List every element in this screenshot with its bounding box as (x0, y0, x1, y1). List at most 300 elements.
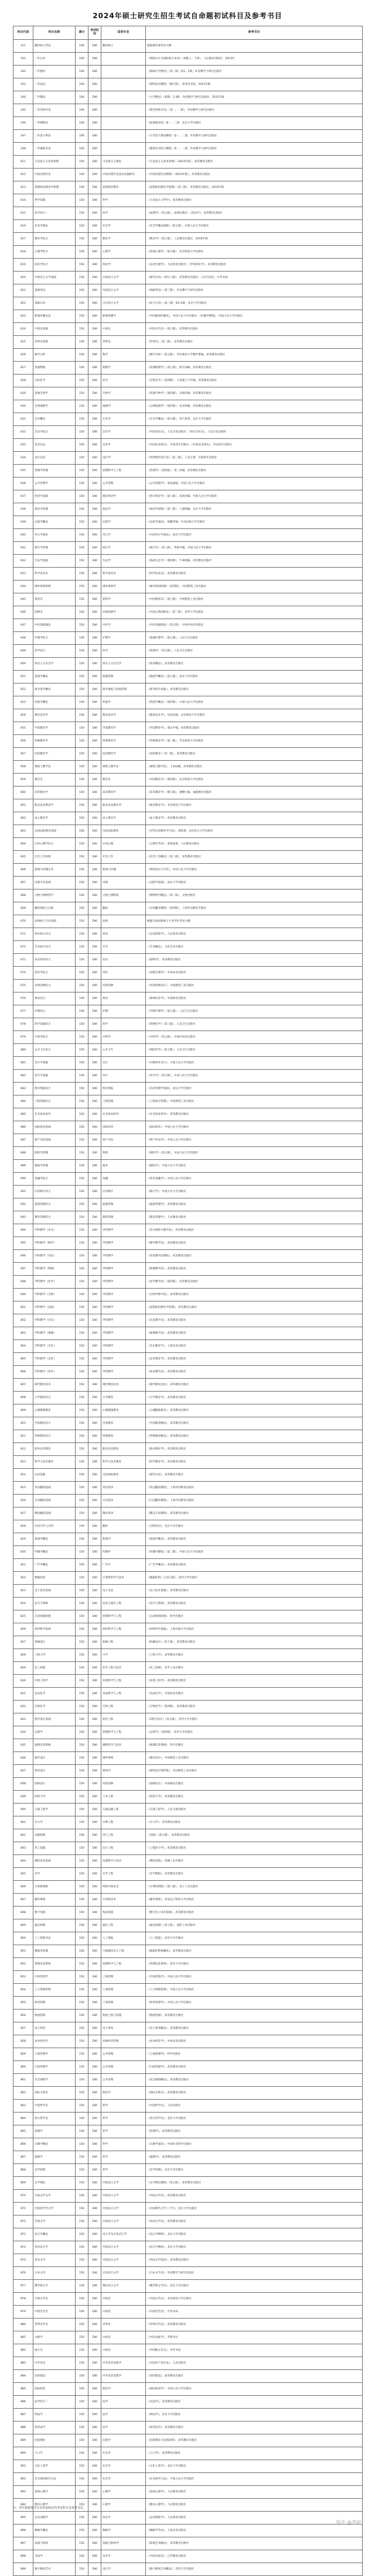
major-cell: 法学 (101, 2409, 146, 2422)
table-row (13, 1636, 363, 1649)
subject-name-cell: 法律硕士专业基础 (33, 915, 76, 928)
reference-books-cell: 《中国考古学通论》，南京大学出版社 (146, 529, 363, 542)
exam-time-cell: 180 (88, 1456, 101, 1469)
exam-time-cell: 180 (88, 851, 101, 864)
full-score-cell: 150 (76, 1585, 88, 1598)
reference-books-cell: 《特殊教育概论》，高等教育出版社 (146, 1430, 363, 1443)
full-score-cell: 150 (76, 555, 88, 568)
subject-name-cell: 社会学理论 (33, 220, 76, 233)
subject-code-cell: 831 (13, 1688, 33, 1701)
full-score-cell: 150 (76, 1997, 88, 2010)
exam-time-cell: 180 (88, 684, 101, 696)
major-cell: 美术学 (101, 439, 146, 452)
subject-name-cell: 经济学基础 (33, 490, 76, 503)
full-score-cell: 150 (76, 915, 88, 928)
subject-name-cell: 舞蹈学概论 (33, 2525, 76, 2537)
full-score-cell: 150 (76, 2383, 88, 2396)
exam-time-cell: 180 (88, 2512, 101, 2525)
table-row (13, 825, 363, 838)
major-cell: 生物学 (101, 387, 146, 400)
subject-code-cell: 817 (13, 1507, 33, 1520)
exam-time-cell: 180 (88, 1507, 101, 1520)
major-cell: 学科教学 (101, 1237, 146, 1250)
exam-time-cell: 180 (88, 2344, 101, 2357)
full-score-cell: 150 (76, 1546, 88, 1559)
table-row (13, 1173, 363, 1186)
subject-code-cell: 875 (13, 2254, 33, 2267)
exam-time-cell: 180 (88, 336, 101, 349)
major-cell (101, 66, 146, 78)
reference-books-cell: 《数字媒体艺术概论》，清华大学出版社 (146, 2563, 363, 2576)
table-row (13, 889, 363, 902)
exam-time-cell: 180 (88, 1198, 101, 1211)
major-cell: 体育学 (101, 2512, 146, 2525)
full-score-cell: 150 (76, 233, 88, 246)
subject-code-cell: 813 (13, 1456, 33, 1469)
table-row (13, 503, 363, 516)
exam-time-cell: 180 (88, 2061, 101, 2074)
subject-code-cell: 872 (13, 2216, 33, 2228)
table-row (13, 1881, 363, 1894)
subject-name-cell: 学科教学（地理） (33, 1327, 76, 1340)
subject-code-cell: 852 (13, 1958, 33, 1971)
table-row (13, 104, 363, 117)
subject-name-cell: 人力资源管理 (33, 1984, 76, 1997)
table-row (13, 864, 363, 877)
exam-time-cell: 180 (88, 1186, 101, 1198)
full-score-cell: 150 (76, 503, 88, 516)
reference-books-cell: 《高级英语》（第三版），外语教学与研究出版社 (146, 284, 363, 297)
table-row (13, 2319, 363, 2331)
table-row (13, 53, 363, 66)
major-cell: 小学教育 (101, 1392, 146, 1404)
major-cell: 哲学 (101, 2164, 146, 2177)
reference-books-cell: 《中国文学史》，高等教育出版社 (146, 2190, 363, 2203)
major-cell: 兽医 (101, 967, 146, 980)
subject-name-cell: 中共党史 (33, 2357, 76, 2370)
major-cell: 政治学 (101, 2383, 146, 2396)
exam-time-cell: 180 (88, 78, 101, 91)
major-cell: 计算机科学与技术 (101, 1572, 146, 1585)
exam-time-cell: 180 (88, 1713, 101, 1726)
subject-name-cell: 广告学概论 (33, 1559, 76, 1572)
table-row (13, 1366, 363, 1379)
subject-code-cell: 837 (13, 1765, 33, 1778)
subject-name-cell: 会计学基础 (33, 1057, 76, 1070)
major-cell: 光学工程 (101, 1868, 146, 1881)
subject-code-cell: 635 (13, 465, 33, 478)
reference-books-cell: 《农业经济学》，中国农业出版社 (146, 2035, 363, 2048)
full-score-cell: 150 (76, 593, 88, 606)
subject-code-cell: 620 (13, 272, 33, 284)
subject-code-cell: 834 (13, 1726, 33, 1739)
table-row (13, 156, 363, 169)
exam-time-cell: 180 (88, 465, 101, 478)
exam-time-cell: 180 (88, 1868, 101, 1881)
reference-books-cell: 《广告学概论》，高等教育出版社 (146, 1559, 363, 1572)
table-row (13, 1791, 363, 1804)
exam-time-cell: 180 (88, 1340, 101, 1353)
exam-time-cell: 180 (88, 1276, 101, 1289)
table-row (13, 735, 363, 748)
exam-time-cell: 180 (88, 786, 101, 799)
full-score-cell: 150 (76, 696, 88, 709)
reference-books-cell: 《民族学通论》，林耀华编，中央民族大学出版社 (146, 516, 363, 529)
major-cell: 农林经济管理 (101, 2035, 146, 2048)
full-score-cell: 150 (76, 2280, 88, 2293)
subject-name-cell: 程序设计基础 (33, 1713, 76, 1726)
subject-name-cell: 电子技术基础 (33, 1585, 76, 1598)
reference-books-cell: 《世界近代史》，高等教育出版社 (146, 2319, 363, 2331)
major-cell: 学科教学 (101, 1327, 146, 1340)
full-score-cell: 150 (76, 568, 88, 581)
subject-code-cell: 630 (13, 400, 33, 413)
full-score-cell: 150 (76, 1778, 88, 1791)
major-cell: 建筑学 (101, 593, 146, 606)
table-row (13, 2216, 363, 2228)
table-row (13, 1520, 363, 1533)
full-score-cell: 150 (76, 786, 88, 799)
subject-code-cell: 651 (13, 671, 33, 684)
full-score-cell: 150 (76, 2048, 88, 2061)
exam-time-cell: 180 (88, 954, 101, 967)
subject-code-cell: 623 (13, 310, 33, 323)
full-score-cell: 150 (76, 1250, 88, 1263)
major-cell: 会计 (101, 1057, 146, 1070)
table-row (13, 1984, 363, 1997)
reference-books-cell: 《教育学》（第七版），人民教育出版社，2019年版 (146, 233, 363, 246)
full-score-cell: 150 (76, 516, 88, 529)
full-score-cell: 150 (76, 799, 88, 812)
major-cell: 体育人文社会学 (101, 658, 146, 671)
exam-time-cell: 180 (88, 1173, 101, 1186)
subject-code-cell: 860 (13, 2061, 33, 2074)
subject-name-cell: 学科教学（音乐） (33, 1340, 76, 1353)
subject-code-cell: 874 (13, 2241, 33, 2254)
major-cell: 教育学 (101, 233, 146, 246)
exam-time-cell: 180 (88, 2151, 101, 2164)
major-cell: 大数据技术与工程 (101, 1945, 146, 1958)
subject-code-cell: 636 (13, 478, 33, 490)
full-score-cell: 150 (76, 1984, 88, 1997)
major-cell: 政治学 (101, 2087, 146, 2100)
reference-books-cell: 《社会体育指导》，高等教育出版社 (146, 1108, 363, 1121)
major-cell: 土木工程 (101, 1791, 146, 1804)
exam-time-cell: 180 (88, 207, 101, 220)
reference-books-cell: 《世界现代设计史》（第二版），王受之著，中国青年出版社 (146, 452, 363, 465)
exam-time-cell: 180 (88, 2074, 101, 2087)
table-row (13, 117, 363, 130)
table-row (13, 1958, 363, 1971)
subject-code-cell: 679 (13, 1031, 33, 1044)
full-score-cell: 100 (76, 66, 88, 78)
subject-code-cell: 835 (13, 1739, 33, 1752)
subject-code-cell: 885 (13, 2383, 33, 2396)
subject-code-cell: 684 (13, 1095, 33, 1108)
subject-name-cell: 中医基础理论 (33, 619, 76, 632)
subject-name-cell: 外国文学 (33, 2216, 76, 2228)
subject-code-cell: 649 (13, 645, 33, 658)
table-row (13, 2344, 363, 2357)
exam-time-cell: 180 (88, 1379, 101, 1392)
full-score-cell: 150 (76, 2331, 88, 2344)
exam-time-cell: 180 (88, 1572, 101, 1585)
full-score-cell: 100 (76, 91, 88, 104)
subject-code-cell: 895 (13, 2512, 33, 2525)
reference-books-cell: 《体育教学论》，高等教育出版社 (146, 1366, 363, 1379)
table-row (13, 439, 363, 452)
full-score-cell: 150 (76, 1147, 88, 1160)
subject-name-cell: 计算机网络 (33, 1881, 76, 1894)
subject-name-cell: 信号与系统 (33, 1598, 76, 1610)
table-row (13, 2138, 363, 2151)
subject-name-cell: 财务管理 (33, 1997, 76, 2010)
subject-name-cell: 运动训练学 (33, 2512, 76, 2525)
major-cell: 教育管理 (101, 1211, 146, 1224)
subject-name-cell: 管理学原理 (33, 465, 76, 478)
full-score-cell: 150 (76, 2035, 88, 2048)
major-cell: 学科教学 (101, 1301, 146, 1314)
full-score-cell: 150 (76, 220, 88, 233)
subject-code-cell: 612 (13, 169, 33, 181)
subject-name-cell: 园林史 (33, 606, 76, 619)
exam-time-cell: 180 (88, 1134, 101, 1147)
major-cell: 统计学 (101, 542, 146, 555)
subject-name-cell: 应用统计综合 (33, 1186, 76, 1198)
full-score-cell: 150 (76, 658, 88, 671)
reference-books-cell: 《科学教育学》，高等教育出版社 (146, 1456, 363, 1469)
subject-code-cell: 893 (13, 2486, 33, 2499)
reference-books-cell: 《刑法学》，北京大学出版社 (146, 2409, 363, 2422)
subject-code-cell: 840 (13, 1804, 33, 1816)
full-score-cell: 150 (76, 1765, 88, 1778)
table-row (13, 246, 363, 259)
table-row (13, 1456, 363, 1469)
full-score-cell: 150 (76, 645, 88, 658)
subject-name-cell: 公共卫生综合 (33, 1044, 76, 1057)
subject-code-cell: 811 (13, 1430, 33, 1443)
exam-time-cell: 180 (88, 2228, 101, 2241)
subject-name-cell: 科学与技术教育 (33, 1456, 76, 1469)
major-cell: 保险 (101, 1147, 146, 1160)
subject-code-cell: 677 (13, 1005, 33, 1018)
reference-books-cell: 《影视艺术概论》，高等教育出版社 (146, 2537, 363, 2550)
exam-time-cell: 180 (88, 272, 101, 284)
subject-name-cell: 艺术硕士综合 (33, 941, 76, 954)
subject-code-cell: 660 (13, 786, 33, 799)
table-row (13, 169, 363, 181)
subject-name-cell: 教育史 (33, 774, 76, 786)
major-cell: 中国语言文学 (101, 2216, 146, 2228)
subject-code-cell: 830 (13, 1675, 33, 1688)
exam-time-cell: 180 (88, 980, 101, 992)
major-cell: 特殊教育 (101, 1430, 146, 1443)
subject-code-cell: 675 (13, 980, 33, 992)
major-cell: 集成电路 (101, 1907, 146, 1919)
reference-books-cell: 《中国新闻传播史》，中国人民大学出版社；《传播学教程》，中国人民大学出版社 (146, 310, 363, 323)
subject-name-cell: 市场营销学 (33, 1971, 76, 1984)
reference-books-cell: 《资产评估学》，中国人民大学出版社 (146, 1134, 363, 1147)
reference-books-cell: 《自动控制原理》，科学出版社 (146, 1610, 363, 1623)
major-cell: 体育学 (101, 259, 146, 272)
full-score-cell: 150 (76, 941, 88, 954)
exam-time-cell: 180 (88, 864, 101, 877)
subject-code-cell: 881 (13, 2331, 33, 2344)
reference-books-cell: 《英国文学选读》，高等教育出版社 (146, 2254, 363, 2267)
major-cell: 动力工程 (101, 1842, 146, 1855)
exam-time-cell: 180 (88, 1559, 101, 1572)
full-score-cell: 150 (76, 490, 88, 503)
reference-books-cell: 《新版中日交流标准日本语》（初级上、下册），人民教育出版社，2013年 (146, 53, 363, 66)
subject-code-cell: 616 (13, 220, 33, 233)
major-cell: 哲学 (101, 2138, 146, 2151)
subject-name-cell: 学科教学（物理） (33, 1263, 76, 1276)
full-score-cell: 150 (76, 2216, 88, 2228)
reference-books-cell: 《森林培育学》，中国林业出版社 (146, 992, 363, 1005)
table-row (13, 1353, 363, 1366)
full-score-cell: 150 (76, 2344, 88, 2357)
table-row (13, 555, 363, 568)
table-row (13, 349, 363, 362)
full-score-cell: 150 (76, 1392, 88, 1404)
full-score-cell: 150 (76, 452, 88, 465)
subject-name-cell: 社会体育指导 (33, 1108, 76, 1121)
subject-code-cell: 880 (13, 2319, 33, 2331)
table-row (13, 1250, 363, 1263)
subject-name-cell: 中国近现代史 (33, 169, 76, 181)
full-score-cell: 150 (76, 1327, 88, 1340)
table-row (13, 2022, 363, 2035)
reference-books-cell: 《信息管理学基础》，武汉大学出版社 (146, 1083, 363, 1095)
subject-name-cell: 学科教学（化学） (33, 1276, 76, 1289)
exam-time-cell: 180 (88, 310, 101, 323)
reference-books-cell: 《土地管理学》，科学出版社 (146, 2048, 363, 2061)
reference-books-cell: 《中国古典园林史》（第三版），清华大学出版社 (146, 606, 363, 619)
table-row (13, 2151, 363, 2164)
table-row (13, 954, 363, 967)
subject-name-cell: 文物与博物馆学 (33, 889, 76, 902)
major-cell: 学科教学 (101, 1250, 146, 1263)
exam-time-cell: 180 (88, 2087, 101, 2100)
table-row (13, 1752, 363, 1765)
exam-time-cell: 180 (88, 877, 101, 889)
table-row (13, 1572, 363, 1585)
subject-name-cell: 现代教育技术 (33, 1379, 76, 1392)
subject-code-cell: 822 (13, 1572, 33, 1585)
subject-name-cell: 工程管理综合 (33, 1095, 76, 1108)
subject-code-cell: 836 (13, 1752, 33, 1765)
reference-books-cell: 《社会学概论新修》（第五版），中国人民大学出版社 (146, 220, 363, 233)
reference-books-cell: 《预防医学》（第七版），人民卫生出版社 (146, 1044, 363, 1057)
major-cell: 金融 (101, 1173, 146, 1186)
exam-time-cell: 180 (88, 2280, 101, 2293)
reference-books-cell: 《基础护理学》（第七版），人民卫生出版社 (146, 632, 363, 645)
exam-time-cell: 180 (88, 1366, 101, 1379)
subject-name-cell: 风景园林综合 (33, 980, 76, 992)
subject-code-cell: 848 (13, 1907, 33, 1919)
subject-name-cell: 中国古代史 (33, 2293, 76, 2306)
table-row (13, 1598, 363, 1610)
subject-name-cell: 俄罗斯文学 (33, 2280, 76, 2293)
major-cell: 哲学 (101, 2100, 146, 2113)
reference-books-cell: 《马克思主义哲学》，高等教育出版社 (146, 194, 363, 207)
major-cell: 考古学 (101, 529, 146, 542)
full-score-cell: 150 (76, 825, 88, 838)
exam-time-cell: 180 (88, 284, 101, 297)
subject-name-cell: 西方哲学史 (33, 2113, 76, 2125)
subject-name-cell: 戏剧与影视 (33, 2537, 76, 2550)
subject-code-cell: 696 (13, 1250, 33, 1263)
exam-time-cell: 180 (88, 2267, 101, 2280)
full-score-cell: 100 (76, 117, 88, 130)
exam-time-cell: 180 (88, 568, 101, 581)
exam-time-cell: 180 (88, 1469, 101, 1482)
major-cell: 设计学 (101, 2563, 146, 2576)
exam-time-cell: 180 (88, 2048, 101, 2061)
major-cell: 税务 (101, 1160, 146, 1173)
full-score-cell: 150 (76, 1031, 88, 1044)
full-score-cell: 150 (76, 1237, 88, 1250)
subject-name-cell: 热工基础 (33, 1842, 76, 1855)
exam-time-cell: 180 (88, 709, 101, 722)
full-score-cell: 150 (76, 400, 88, 413)
table-row (13, 1211, 363, 1224)
subject-name-cell: 自然地理学 (33, 400, 76, 413)
subject-name-cell: 传播学概论 (33, 1546, 76, 1559)
full-score-cell: 150 (76, 1289, 88, 1301)
reference-books-cell: 《水力学》，高等教育出版社 (146, 1816, 363, 1829)
full-score-cell: 150 (76, 2190, 88, 2203)
reference-books-cell: 《民族理论与民族政策》，高等教育出版社 (146, 2434, 363, 2447)
major-cell: 新闻传播学 (101, 310, 146, 323)
subject-code-cell: 667 (13, 877, 33, 889)
table-row (13, 2267, 363, 2280)
full-score-cell: 150 (76, 1121, 88, 1134)
exam-time-cell: 180 (88, 1005, 101, 1018)
exam-time-cell: 180 (88, 1108, 101, 1121)
full-score-cell: 150 (76, 1186, 88, 1198)
table-row (13, 1095, 363, 1108)
subject-name-cell: 教育技术学 (33, 709, 76, 722)
major-cell: 俄语语言文学 (101, 2280, 146, 2293)
major-cell: 艺术 (101, 941, 146, 954)
full-score-cell: 150 (76, 2525, 88, 2537)
reference-books-cell: 《档案学概论》（第四版），中国人民大学出版社 (146, 696, 363, 709)
major-cell: 社会体育指导 (101, 1108, 146, 1121)
exam-time-cell: 180 (88, 375, 101, 387)
subject-code-cell: 631 (13, 413, 33, 426)
exam-time-cell: 180 (88, 362, 101, 375)
subject-code-cell: 865 (13, 2125, 33, 2138)
subject-code-cell: 246 (13, 117, 33, 130)
exam-time-cell: 180 (88, 1121, 101, 1134)
full-score-cell: 150 (76, 1276, 88, 1289)
subject-name-cell: 药学综合 (33, 645, 76, 658)
major-cell: 外国语言文学 (101, 2254, 146, 2267)
exam-time-cell: 180 (88, 1250, 101, 1263)
reference-books-cell: 《中国美术简史》，中国青年出版社；《外国美术简史》，中国青年出版社 (146, 439, 363, 452)
major-cell: 新闻学 (101, 1533, 146, 1546)
table-row (13, 542, 363, 555)
subject-code-cell: 633 (13, 439, 33, 452)
reference-books-cell: 《社会工作概论》（第三版），高等教育出版社 (146, 851, 363, 864)
major-cell: 中国史 (101, 2306, 146, 2319)
exam-time-cell: 180 (88, 671, 101, 684)
exam-time-cell: 180 (88, 1147, 101, 1160)
major-cell: 法学 (101, 2396, 146, 2409)
exam-time-cell: 180 (88, 529, 101, 542)
major-cell (101, 53, 146, 66)
